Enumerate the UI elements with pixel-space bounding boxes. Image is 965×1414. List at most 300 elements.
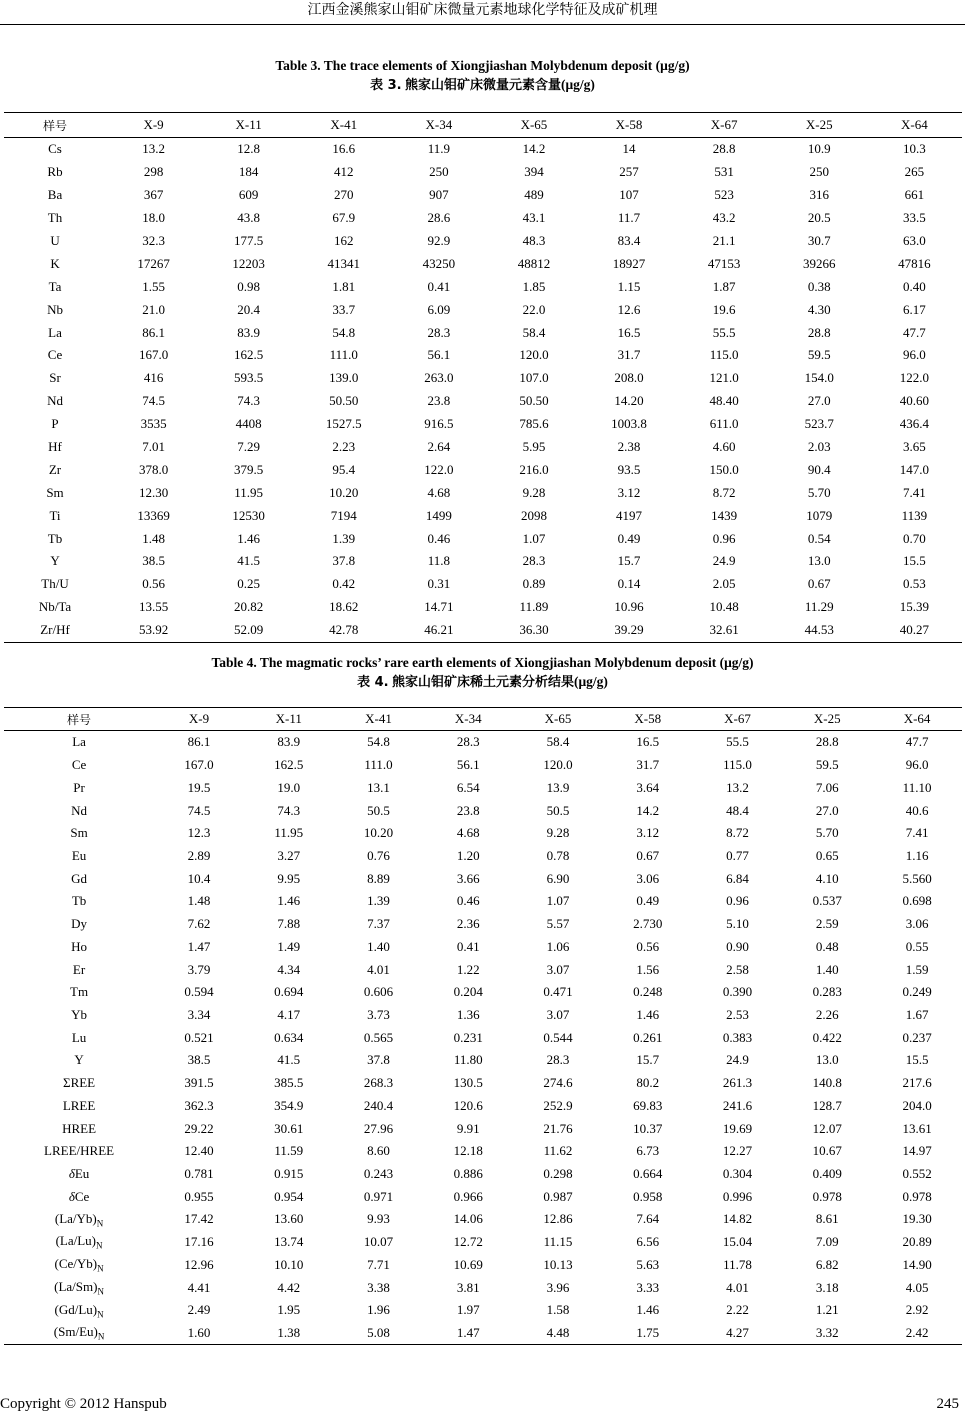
table-cell: 24.9 [726, 1052, 749, 1068]
row-element-label [4, 1208, 154, 1231]
table-cell: 412 [334, 164, 354, 180]
table-cell: 11.29 [804, 599, 834, 615]
table-cell: 0.915 [274, 1166, 304, 1182]
label-main: La [72, 734, 86, 750]
table-cell: 261.3 [722, 1075, 753, 1091]
table-cell: 38.5 [187, 1052, 211, 1068]
table-cell: 9.28 [546, 825, 570, 841]
header-sample-id: X-11 [244, 708, 334, 731]
running-head: 江西金溪熊家山钼矿床微量元素地球化学特征及成矿机理 [307, 3, 658, 18]
table-cell: 3.06 [636, 870, 660, 886]
table-cell: 378.0 [138, 461, 169, 477]
label-subscript: N [97, 1263, 104, 1274]
row-element-label [4, 1004, 154, 1027]
table-cell: 3.96 [546, 1279, 570, 1295]
row-element-label [4, 731, 154, 754]
table-cell: 204.0 [902, 1097, 932, 1113]
label-main: Eu [71, 847, 87, 863]
table-cell: 2.38 [617, 439, 641, 455]
table-cell: 7.37 [367, 916, 390, 932]
table-cell: 0.978 [812, 1188, 842, 1204]
table-cell: 50.50 [329, 393, 359, 409]
label-subscript: N [96, 1218, 104, 1229]
label-main: Pr [73, 779, 85, 795]
table-row [4, 1208, 962, 1231]
table-cell: 11.80 [453, 1052, 483, 1068]
table-cell: 0.544 [543, 1029, 573, 1045]
table-cell: 3.07 [546, 1006, 570, 1022]
table-cell: 21.1 [712, 233, 736, 248]
row-element-label: Hf [48, 439, 62, 455]
table3-caption-cn-unit: (μg/g) [561, 77, 595, 92]
row-element-label: Nb/Ta [38, 599, 72, 615]
table3-caption-cn [0, 75, 965, 95]
table-cell: 10.48 [709, 599, 739, 615]
label-main: Ce [71, 757, 87, 773]
table-cell: 0.98 [237, 278, 261, 294]
table-cell: 3.73 [367, 1006, 390, 1022]
table-cell: 40.60 [899, 393, 929, 409]
table-cell: 1.46 [636, 1302, 660, 1318]
table-cell: 7.62 [187, 916, 211, 932]
header-sample-id: X-67 [693, 708, 783, 731]
table-cell: 13.2 [726, 779, 749, 795]
table-row [4, 731, 962, 754]
table-cell: 18927 [612, 255, 646, 271]
table-cell: 0.409 [812, 1166, 842, 1182]
row-element-label: Nb [47, 301, 63, 317]
table-row [4, 981, 962, 1004]
table-cell: 5.10 [726, 916, 749, 932]
table-row [4, 390, 962, 413]
table-cell: 1079 [806, 507, 833, 523]
table-cell: 0.698 [902, 893, 932, 909]
table-cell: 17.42 [184, 1211, 214, 1227]
table-cell: 19.30 [902, 1211, 932, 1227]
table-cell: 4.27 [693, 1322, 783, 1345]
table3-caption [0, 56, 965, 95]
table-cell: 33.5 [903, 210, 926, 226]
table-cell: 20.5 [807, 210, 831, 226]
table-cell: 6.09 [427, 301, 451, 317]
table-cell: 15.5 [903, 553, 926, 569]
table-cell: 11.95 [234, 484, 264, 500]
table-cell: 1.07 [546, 893, 570, 909]
row-element-label [4, 867, 154, 890]
row-element-label [4, 981, 154, 1004]
table-cell: 19.5 [187, 779, 211, 795]
table-cell: 12.27 [722, 1143, 753, 1159]
table-cell: 316 [809, 187, 829, 203]
table-cell: 30.61 [274, 1120, 304, 1136]
row-element-label: La [48, 324, 62, 340]
table4-caption-en: Table 4. The magmatic rocks’ rare earth elements of Xiongjiashan Molybdenum deposit (μg/g) [211, 655, 754, 670]
table-cell: 2.22 [726, 1302, 749, 1318]
table-cell: 0.67 [807, 576, 831, 592]
table-cell: 1.15 [617, 278, 641, 294]
table-cell: 4408 [235, 416, 262, 432]
table-cell: 56.1 [427, 347, 451, 363]
table4-header-row [4, 708, 962, 731]
row-element-label: Ba [47, 187, 63, 203]
table-cell: 0.298 [543, 1166, 573, 1182]
label-main: (Ce/Yb) [54, 1256, 98, 1272]
table-cell: 5.560 [902, 870, 932, 886]
table-cell: 0.70 [903, 530, 926, 546]
table-cell: 83.9 [277, 734, 301, 750]
table-cell: 0.634 [274, 1029, 304, 1045]
delta-symbol: δ [68, 1166, 75, 1182]
table-cell: 250 [429, 164, 449, 180]
table-cell: 14.2 [522, 141, 546, 157]
table-row [4, 1117, 962, 1140]
table-cell: 1.39 [367, 893, 390, 909]
table-cell: 13.55 [138, 599, 169, 615]
table-cell: 13.9 [546, 779, 570, 795]
table-row [4, 504, 962, 527]
row-element-label: U [50, 233, 60, 248]
table-cell: 4.34 [277, 961, 301, 977]
table-cell: 1.48 [187, 893, 211, 909]
table-cell: 20.89 [902, 1234, 932, 1250]
table-cell: 12.07 [812, 1120, 842, 1136]
table-cell: 32.3 [142, 233, 165, 248]
table-cell: 1.55 [142, 278, 165, 294]
table-cell: 1439 [711, 507, 738, 523]
table-cell: 241.6 [722, 1097, 753, 1113]
table-cell: 4197 [616, 507, 643, 523]
table-cell: 3.32 [782, 1322, 872, 1345]
table-cell: 0.954 [274, 1188, 304, 1204]
row-element-label: K [50, 255, 60, 271]
table-row [4, 1322, 962, 1345]
table-cell: 74.3 [277, 802, 301, 818]
label-main: Gd [71, 870, 87, 886]
table-cell: 9.91 [456, 1120, 480, 1136]
row-element-label: Th/U [41, 576, 69, 592]
table-cell: 0.204 [453, 984, 483, 1000]
table-cell: 0.971 [363, 1188, 394, 1204]
table-cell: 2.64 [427, 439, 451, 455]
table-cell: 41.5 [237, 553, 261, 569]
table-cell: 0.594 [184, 984, 214, 1000]
table-cell: 436.4 [899, 416, 929, 432]
table-row [4, 550, 962, 573]
table-cell: 7.41 [903, 484, 926, 500]
table-cell: 362.3 [184, 1097, 214, 1113]
table-cell: 0.49 [617, 530, 641, 546]
row-element-label: Ti [49, 507, 61, 523]
table-cell: 7.71 [367, 1256, 390, 1272]
row-element-label: Ce [47, 347, 63, 363]
table-cell: 4.41 [187, 1279, 211, 1295]
table-row [4, 822, 962, 845]
table-cell: 3.81 [456, 1279, 480, 1295]
table-cell: 1.40 [815, 961, 839, 977]
table-cell: 13.0 [807, 553, 831, 569]
table-cell: 0.987 [543, 1188, 573, 1204]
table-cell: 37.8 [332, 553, 356, 569]
row-element-label: Nd [47, 393, 63, 409]
table-cell: 8.72 [726, 825, 749, 841]
table-cell: 3.12 [636, 825, 660, 841]
row-element-label [4, 1163, 154, 1186]
table-cell: 13.61 [902, 1120, 932, 1136]
table3-header-row [4, 113, 962, 138]
table-row [4, 1276, 962, 1299]
table-cell: 2.58 [726, 961, 749, 977]
table-cell: 1.46 [237, 530, 261, 546]
table-cell: 41341 [327, 255, 360, 271]
header-sample-id: X-9 [154, 708, 244, 731]
table-cell: 1.22 [456, 961, 480, 977]
table-cell: 2.92 [905, 1302, 929, 1318]
table-cell: 162 [334, 233, 354, 248]
label-main: Tb [71, 893, 87, 909]
table-cell: 74.5 [187, 802, 211, 818]
table-cell: 2.53 [726, 1006, 749, 1022]
table-cell: 28.6 [427, 210, 451, 226]
table-cell: 1.56 [636, 961, 660, 977]
table-cell: 0.14 [617, 576, 641, 592]
table-cell: 12530 [232, 507, 265, 523]
table-cell: 208.0 [614, 370, 644, 386]
table-row [4, 1254, 962, 1277]
table-cell: 1.36 [456, 1006, 480, 1022]
table-cell: 12203 [232, 255, 265, 271]
table-cell: 0.552 [902, 1166, 932, 1182]
table-cell: 120.0 [543, 757, 573, 773]
table-cell: 18.0 [142, 210, 165, 226]
row-element-label [4, 799, 154, 822]
row-element-label: Cs [48, 141, 62, 157]
row-element-label [4, 1072, 154, 1095]
table-cell: 3.12 [617, 484, 641, 500]
table-cell: 10.69 [453, 1256, 483, 1272]
table-cell: 0.521 [184, 1029, 214, 1045]
table-cell: 6.90 [546, 870, 570, 886]
table-cell: 6.73 [636, 1143, 660, 1159]
row-element-label [4, 1231, 154, 1254]
table-cell: 1.47 [423, 1322, 513, 1345]
table-cell: 36.30 [486, 619, 581, 642]
table-cell: 2.89 [187, 847, 211, 863]
table-cell: 1.40 [367, 938, 390, 954]
table-cell: 46.21 [391, 619, 486, 642]
header-sample-id: X-64 [872, 708, 962, 731]
table-cell: 154.0 [804, 370, 834, 386]
table-cell: 6.54 [456, 779, 480, 795]
table-cell: 1.46 [277, 893, 301, 909]
table-cell: 6.82 [815, 1256, 839, 1272]
label-main: Er [72, 961, 86, 977]
table-cell: 7.01 [142, 439, 165, 455]
table-cell: 95.4 [332, 461, 356, 477]
table-cell: 13.0 [815, 1052, 839, 1068]
table-cell: 10.96 [614, 599, 644, 615]
table-cell: 5.57 [546, 916, 570, 932]
table-row [4, 527, 962, 550]
table-cell: 416 [143, 370, 164, 386]
header-sample-label: 样号 [4, 113, 106, 138]
table-cell: 0.38 [807, 278, 831, 294]
table-cell: 0.56 [636, 938, 660, 954]
table-cell: 111.0 [364, 757, 393, 773]
table-cell: 3.79 [187, 961, 211, 977]
table-cell: 1.87 [712, 278, 736, 294]
table-cell: 0.537 [812, 893, 842, 909]
table-cell: 3.07 [546, 961, 570, 977]
table-cell: 907 [429, 187, 449, 203]
label-main: Sm [70, 825, 88, 841]
table-row [4, 344, 962, 367]
table-cell: 48.40 [709, 393, 739, 409]
label-main: Dy [71, 916, 87, 932]
table-cell: 121.0 [709, 370, 739, 386]
table-cell: 162.5 [274, 757, 304, 773]
table-cell: 240.4 [363, 1097, 394, 1113]
table-cell: 23.8 [456, 802, 480, 818]
table-cell: 17.16 [184, 1234, 214, 1250]
table-cell: 1.58 [546, 1302, 570, 1318]
table-cell: 59.5 [815, 757, 839, 773]
table-cell: 15.7 [636, 1052, 660, 1068]
table-cell: 0.96 [712, 530, 736, 546]
table-cell: 120.6 [453, 1097, 483, 1113]
table-row [4, 184, 962, 207]
table-cell: 785.6 [519, 416, 549, 432]
label-main: (Gd/Lu) [54, 1301, 98, 1317]
table-cell: 5.95 [522, 439, 546, 455]
table-cell: 13.74 [274, 1234, 304, 1250]
table4-caption [0, 653, 965, 692]
table-cell: 270 [334, 187, 354, 203]
table-cell: 11.89 [519, 599, 549, 615]
row-element-label: Ta [48, 278, 62, 294]
row-element-label [4, 1254, 154, 1277]
table-row [4, 1140, 962, 1163]
table-cell: 0.46 [427, 530, 451, 546]
table-cell: 531 [714, 164, 734, 180]
row-element-label [4, 1117, 154, 1140]
header-sample-id: X-34 [391, 113, 486, 138]
row-element-label: P [51, 416, 59, 432]
row-element-label [4, 754, 154, 777]
table-cell: 3.18 [815, 1279, 839, 1295]
table-row [4, 161, 962, 184]
table-cell: 122.0 [899, 370, 929, 386]
table-cell: 2.42 [872, 1322, 962, 1345]
header-sample-id: X-34 [423, 708, 513, 731]
header-sample-id: X-65 [486, 113, 581, 138]
label-subscript: N [97, 1286, 104, 1297]
table-cell: 44.53 [772, 619, 867, 642]
table-cell: 0.231 [453, 1029, 483, 1045]
table-cell: 54.8 [332, 324, 356, 340]
table-cell: 96.0 [903, 347, 926, 363]
table-cell: 162.5 [234, 347, 264, 363]
table-cell: 16.5 [636, 734, 660, 750]
table-cell: 3.06 [905, 916, 929, 932]
label-main: Y [74, 1052, 84, 1068]
table-cell: 0.237 [902, 1029, 932, 1045]
table-cell: 4.30 [807, 301, 831, 317]
table-row [4, 619, 962, 642]
label-main: Nd [71, 802, 87, 818]
label-main: Eu [74, 1166, 90, 1182]
label-main: (Sm/Eu) [53, 1324, 98, 1340]
header-sample-id: X-41 [296, 113, 391, 138]
table-cell: 0.978 [902, 1188, 932, 1204]
table3-body [4, 138, 962, 643]
table-cell: 4.01 [367, 961, 390, 977]
table-cell: 385.5 [274, 1075, 304, 1091]
table-cell: 4.05 [905, 1279, 929, 1295]
table-cell: 2.23 [332, 439, 356, 455]
table-cell: 47153 [707, 255, 741, 271]
table4-body [4, 731, 962, 1345]
row-element-label [4, 935, 154, 958]
table-cell: 265 [904, 164, 925, 180]
table-cell: 367 [143, 187, 164, 203]
table-cell: 6.56 [636, 1234, 660, 1250]
table-cell: 13.1 [367, 779, 390, 795]
table-cell: 16.6 [332, 141, 356, 157]
table-cell: 33.7 [332, 301, 356, 317]
table-cell: 7.88 [277, 916, 301, 932]
table-cell: 7.06 [815, 779, 839, 795]
table-cell: 3.65 [903, 439, 926, 455]
table-cell: 7.09 [815, 1234, 839, 1250]
table-cell: 3535 [140, 416, 167, 432]
table-cell: 14.71 [424, 599, 454, 615]
table-cell: 50.5 [546, 802, 570, 818]
table-cell: 0.49 [636, 893, 660, 909]
table-cell: 28.3 [456, 734, 480, 750]
table-cell: 10.37 [633, 1120, 663, 1136]
table-cell: 0.966 [453, 1188, 483, 1204]
table-cell: 28.8 [712, 141, 736, 157]
table-cell: 0.90 [726, 938, 749, 954]
table-cell: 2.05 [712, 576, 736, 592]
table-cell: 23.8 [427, 393, 451, 409]
table-cell: 1003.8 [611, 416, 647, 432]
table-row [4, 867, 962, 890]
table-cell: 107.0 [519, 370, 549, 386]
table-row [4, 1049, 962, 1072]
label-main: HREE [62, 1120, 97, 1136]
table-cell: 1499 [425, 507, 452, 523]
table-cell: 30.7 [807, 233, 831, 248]
table-cell: 394 [524, 164, 544, 180]
table-row [4, 252, 962, 275]
table-cell: 28.3 [427, 324, 451, 340]
table-cell: 130.5 [453, 1075, 483, 1091]
table-cell: 354.9 [274, 1097, 304, 1113]
table-cell: 4.10 [815, 870, 839, 886]
table-row [4, 481, 962, 504]
table-cell: 1.67 [905, 1006, 929, 1022]
running-head-rule [0, 24, 965, 25]
table-row [4, 321, 962, 344]
table-cell: 0.958 [633, 1188, 663, 1204]
table-cell: 43.2 [712, 210, 736, 226]
table-cell: 2.36 [456, 916, 480, 932]
table-row [4, 799, 962, 822]
table4-caption-cn-title: 熊家山钼矿床稀土元素分析结果 [391, 675, 574, 690]
table-cell: 21.0 [142, 301, 165, 317]
table-row [4, 436, 962, 459]
